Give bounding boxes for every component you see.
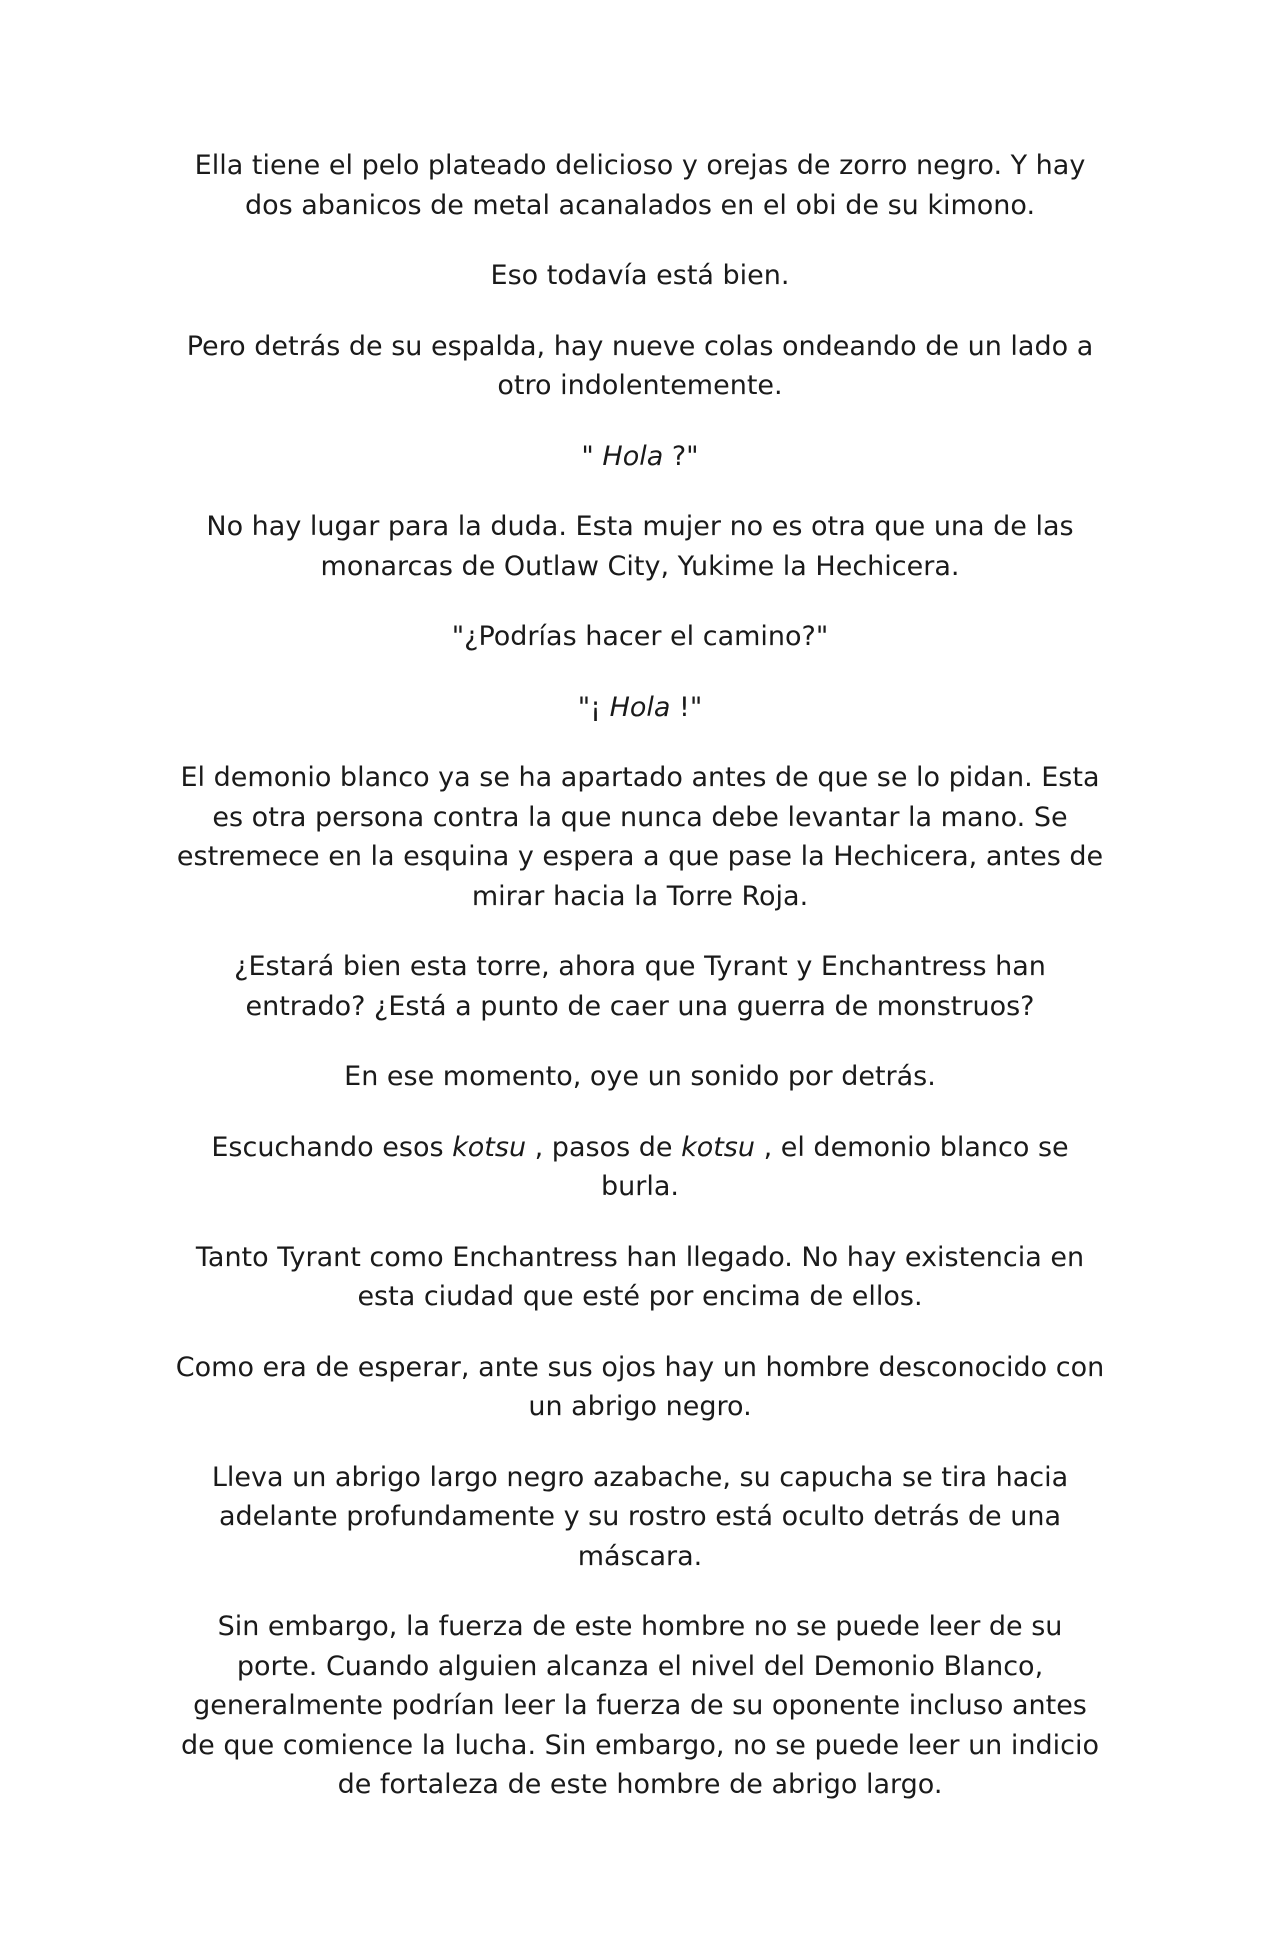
paragraph-text-middle: , pasos de [526,1131,682,1163]
paragraph-text: En ese momento, oye un sonido por detrás. [344,1061,936,1092]
dialogue-open: " [581,440,603,472]
paragraph-11 [175,1128,1105,1207]
paragraph-10 [175,1057,1105,1097]
paragraph-text: "¿Podrías hacer el camino?" [451,621,829,652]
sound-emphasis: kotsu [452,1131,527,1163]
paragraph-text: Tanto Tyrant como Enchantress han llegado. No hay existencia en esta ciudad que esté por encima de ellos. [195,1241,1085,1312]
dialogue-close: !" [670,691,703,723]
paragraph-text: Lleva un abrigo largo negro azabache, su capucha se tira hacia adelante profundamente y su rostro está oculto detrás de una máscara. [211,1461,1069,1572]
dialogue-emphasis: Hola [609,691,671,723]
paragraph-text: No hay lugar para la duda. Esta mujer no es otra que una de las monarcas de Outlaw City, Yukime la Hechicera. [206,511,1074,582]
paragraph-12 [175,1238,1105,1317]
paragraph-13 [175,1348,1105,1427]
dialogue-open: "¡ [577,691,610,723]
paragraph-2 [175,256,1105,296]
paragraph-text: Como era de esperar, ante sus ojos hay un hombre desconocido con un abrigo negro. [175,1351,1105,1422]
paragraph-5 [175,507,1105,586]
paragraph-8 [175,758,1105,916]
text-column [175,146,1105,1836]
dialogue-emphasis: Hola [602,440,664,472]
paragraph-text: Ella tiene el pelo plateado delicioso y orejas de zorro negro. Y hay dos abanicos de metal acanalados en el obi de su kimono. [194,150,1086,221]
paragraph-14 [175,1458,1105,1577]
paragraph-3 [175,327,1105,406]
paragraph-4-dialogue [175,437,1105,477]
paragraph-1 [175,146,1105,225]
paragraph-15 [175,1607,1105,1805]
paragraph-7-dialogue [175,688,1105,728]
paragraph-text: Sin embargo, la fuerza de este hombre no se puede leer de su porte. Cuando alguien alcanza el nivel del Demonio Blanco, generalmente podrían leer la fuerza de su oponente incluso antes de que comience la lucha. Sin embargo, no se puede leer un indicio de fortaleza de este hombre de abrigo largo. [181,1611,1099,1800]
paragraph-text-start: Escuchando esos [211,1131,453,1163]
dialogue-close: ?" [663,440,699,472]
paragraph-text-end: , el demonio blanco se burla. [601,1131,1069,1202]
paragraph-9 [175,947,1105,1026]
paragraph-text: Eso todavía está bien. [490,260,790,291]
paragraph-text: El demonio blanco ya se ha apartado antes de que se lo pidan. Esta es otra persona contra la que nunca debe levantar la mano. Se estremece en la esquina y espera a que pase la Hechicera, antes de mirar hacia la Torre Roja. [176,762,1104,912]
sound-emphasis: kotsu [681,1131,755,1163]
paragraph-6-dialogue [175,617,1105,657]
paragraph-text: ¿Estará bien esta torre, ahora que Tyrant y Enchantress han entrado? ¿Está a punto de caer una guerra de monstruos? [234,951,1046,1022]
paragraph-text: Pero detrás de su espalda, hay nueve colas ondeando de un lado a otro indolentemente. [186,330,1094,401]
